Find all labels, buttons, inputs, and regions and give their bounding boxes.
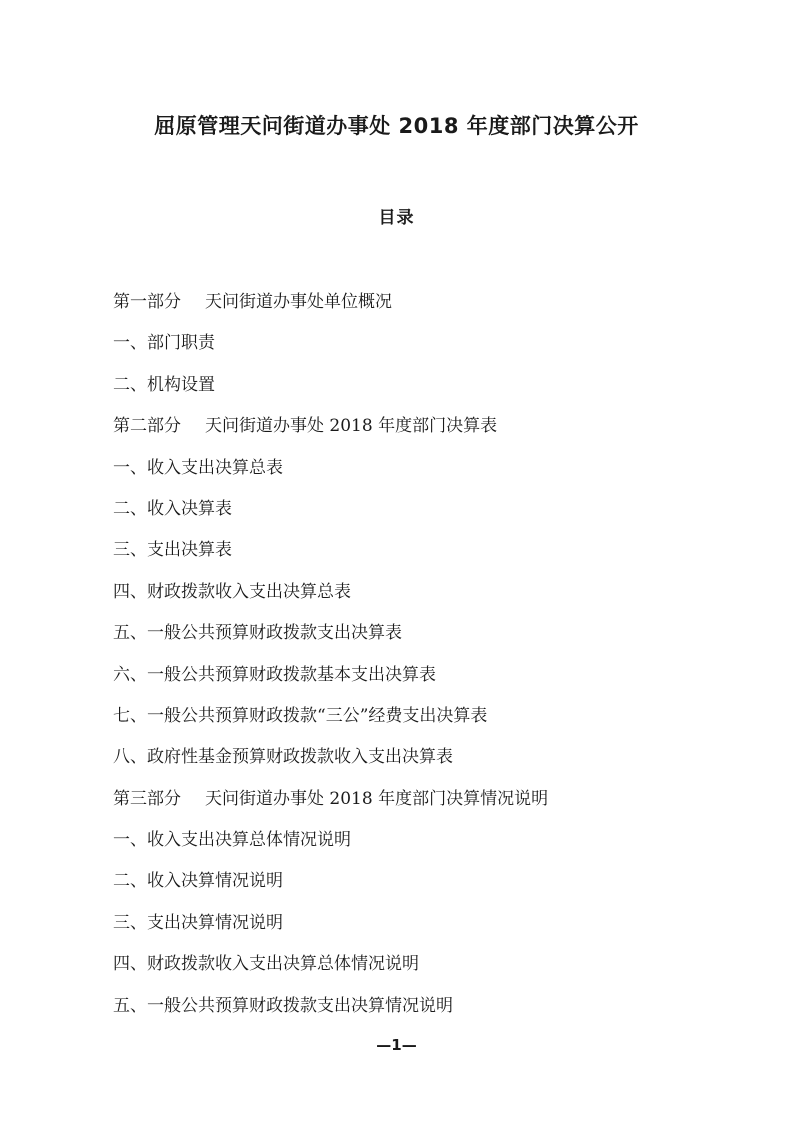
toc-item	[113, 330, 713, 371]
toc-item	[113, 951, 713, 992]
toc-item	[113, 620, 713, 661]
toc-item-label: 八、政府性基金预算财政拨款收入支出决算表	[113, 747, 453, 768]
toc-item-label: 四、财政拨款收入支出决算总体情况说明	[113, 954, 419, 975]
toc-item-label: 二、收入决算表	[113, 498, 232, 519]
toc-item	[113, 827, 713, 868]
toc-part-number: 第二部分	[113, 416, 181, 437]
page-number: —1—	[376, 1036, 417, 1054]
table-of-contents	[113, 289, 713, 1034]
toc-item-label: 一、收入支出决算总体情况说明	[113, 830, 351, 851]
toc-item-label: 五、一般公共预算财政拨款支出决算表	[113, 623, 402, 644]
toc-item-label: 三、支出决算表	[113, 540, 232, 561]
toc-heading: 目录	[378, 208, 415, 228]
toc-item-label: 三、支出决算情况说明	[113, 912, 283, 933]
toc-item	[113, 372, 713, 413]
toc-item-label: 天问街道办事处 2018 年度部门决算表	[205, 416, 498, 437]
toc-item-label: 六、一般公共预算财政拨款基本支出决算表	[113, 664, 436, 685]
toc-item	[113, 662, 713, 703]
toc-part-heading	[113, 786, 713, 827]
toc-item	[113, 993, 713, 1034]
toc-item	[113, 744, 713, 785]
toc-part-number: 第三部分	[113, 788, 181, 809]
document-title: 屈原管理天问街道办事处 2018 年度部门决算公开	[154, 114, 639, 138]
toc-item	[113, 537, 713, 578]
toc-item-label: 一、部门职责	[113, 333, 215, 354]
toc-item-label: 天问街道办事处单位概况	[205, 292, 392, 312]
toc-item-label: 七、一般公共预算财政拨款“三公”经费支出决算表	[113, 705, 488, 726]
toc-item	[113, 910, 713, 951]
toc-item-label: 二、收入决算情况说明	[113, 871, 283, 892]
toc-item-label: 五、一般公共预算财政拨款支出决算情况说明	[113, 995, 453, 1016]
toc-item	[113, 868, 713, 909]
toc-item-label: 二、机构设置	[113, 374, 215, 395]
toc-item-label: 天问街道办事处 2018 年度部门决算情况说明	[205, 788, 549, 809]
toc-item-label: 四、财政拨款收入支出决算总表	[113, 581, 351, 602]
toc-part-heading	[113, 289, 713, 330]
toc-item	[113, 579, 713, 620]
toc-item	[113, 496, 713, 537]
toc-item	[113, 703, 713, 744]
toc-part-heading	[113, 413, 713, 454]
toc-part-number: 第一部分	[113, 292, 181, 312]
toc-item-label: 一、收入支出决算总表	[113, 457, 283, 478]
toc-item	[113, 455, 713, 496]
